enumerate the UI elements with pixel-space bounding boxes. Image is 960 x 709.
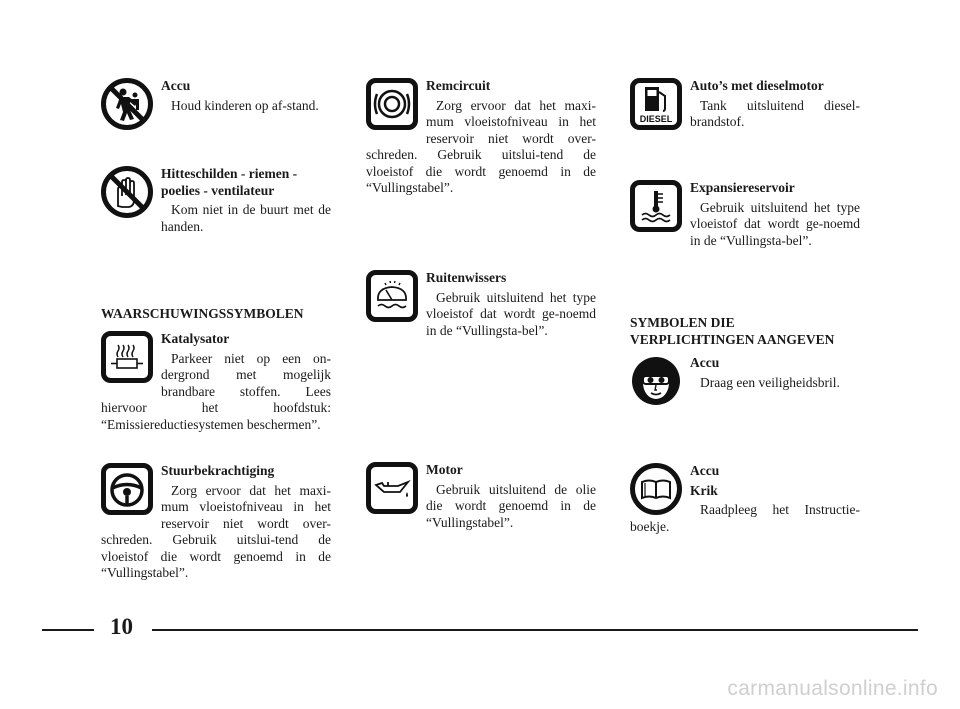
symbol-safety-goggles bbox=[630, 355, 860, 409]
brake-fluid-icon bbox=[366, 78, 418, 130]
symbol-body: Zorg ervoor dat het maxi-mum vloeistofniveau in het reservoir niet wordt over-schreden. Gebruik uitslui-tend de vloeistof die wordt genoemd in de “Vullingstabel”. bbox=[101, 482, 331, 580]
windscreen-washer-icon bbox=[366, 270, 418, 322]
no-hands-icon bbox=[101, 166, 153, 218]
heading-line: SYMBOLEN DIE bbox=[630, 315, 735, 330]
symbol-title: Ruitenwissers bbox=[426, 270, 507, 285]
symbol-wipers bbox=[366, 270, 596, 339]
symbol-accu-children bbox=[101, 78, 331, 132]
symbol-title: Accu bbox=[690, 463, 720, 478]
diesel-fuel-icon bbox=[630, 78, 682, 130]
steering-wheel-icon bbox=[101, 463, 153, 515]
symbol-body: Gebruik uitsluitend het type vloeistof dat wordt ge-noemd in de “Vullingsta-bel”. bbox=[690, 199, 860, 248]
symbol-title: Expansiereservoir bbox=[690, 180, 795, 195]
symbol-title: Remcircuit bbox=[426, 78, 491, 93]
symbol-body: Gebruik uitsluitend het type vloeistof dat wordt ge-noemd in de “Vullingsta-bel”. bbox=[426, 289, 596, 338]
symbol-title: Katalysator bbox=[161, 331, 230, 346]
symbol-body: Houd kinderen op af-stand. bbox=[171, 97, 319, 113]
engine-oil-icon bbox=[366, 462, 418, 514]
symbol-expansion-tank bbox=[630, 180, 860, 249]
page-number: 10 bbox=[110, 614, 133, 639]
footer-rule-right bbox=[152, 629, 918, 631]
symbol-diesel bbox=[630, 78, 860, 132]
symbol-body: Draag een veiligheidsbril. bbox=[700, 374, 840, 390]
safety-goggles-icon bbox=[630, 355, 682, 407]
symbol-brake-circuit bbox=[366, 78, 596, 197]
symbol-body: Kom niet in de buurt met de handen. bbox=[161, 202, 331, 234]
symbol-body: Zorg ervoor dat het maxi-mum vloeistofniveau in het reservoir niet wordt over-schreden. Gebruik uitslui-tend de vloeistof die wordt genoemd in de “Vullingstabel”. bbox=[366, 97, 596, 195]
heading-warning-symbols: WAARSCHUWINGSSYMBOLEN bbox=[101, 306, 304, 321]
coolant-temperature-icon bbox=[630, 180, 682, 232]
symbol-title: Accu bbox=[690, 355, 720, 370]
symbol-catalyst bbox=[101, 331, 331, 433]
symbol-body: Parkeer niet op een on-dergrond met mogelijk brandbare stoffen. Lees hiervoor het hoofdstuk: “Emissiereductiesystemen beschermen”. bbox=[101, 350, 331, 432]
symbol-title: Accu bbox=[161, 78, 191, 93]
instruction-book-icon bbox=[630, 463, 682, 515]
catalyst-icon bbox=[101, 331, 153, 383]
symbol-title: Motor bbox=[426, 462, 463, 477]
symbol-title: Auto’s met dieselmotor bbox=[690, 78, 824, 93]
no-children-icon bbox=[101, 78, 153, 130]
symbol-title: Hitteschilden - riemen - poelies - ventilateur bbox=[161, 166, 298, 198]
symbol-engine-oil bbox=[366, 462, 596, 531]
symbol-heat-shields bbox=[101, 166, 331, 235]
symbol-body: Tank uitsluitend diesel-brandstof. bbox=[690, 97, 860, 129]
diesel-icon-label: DIESEL bbox=[639, 114, 673, 124]
symbol-body: Gebruik uitsluitend de olie die wordt genoemd in de “Vullingstabel”. bbox=[426, 481, 596, 530]
symbol-title-secondary: Krik bbox=[690, 482, 718, 498]
symbol-power-steering bbox=[101, 463, 331, 582]
heading-line: VERPLICHTINGEN AANGEVEN bbox=[630, 332, 835, 347]
heading-obligation-symbols bbox=[630, 314, 834, 348]
symbol-body: Raadpleeg het Instructie-boekje. bbox=[630, 502, 860, 534]
watermark: carmanualsonline.info bbox=[727, 677, 938, 700]
footer-rule-left bbox=[42, 629, 94, 631]
symbol-instruction-book bbox=[630, 463, 860, 535]
symbol-title: Stuurbekrachtiging bbox=[161, 463, 275, 478]
